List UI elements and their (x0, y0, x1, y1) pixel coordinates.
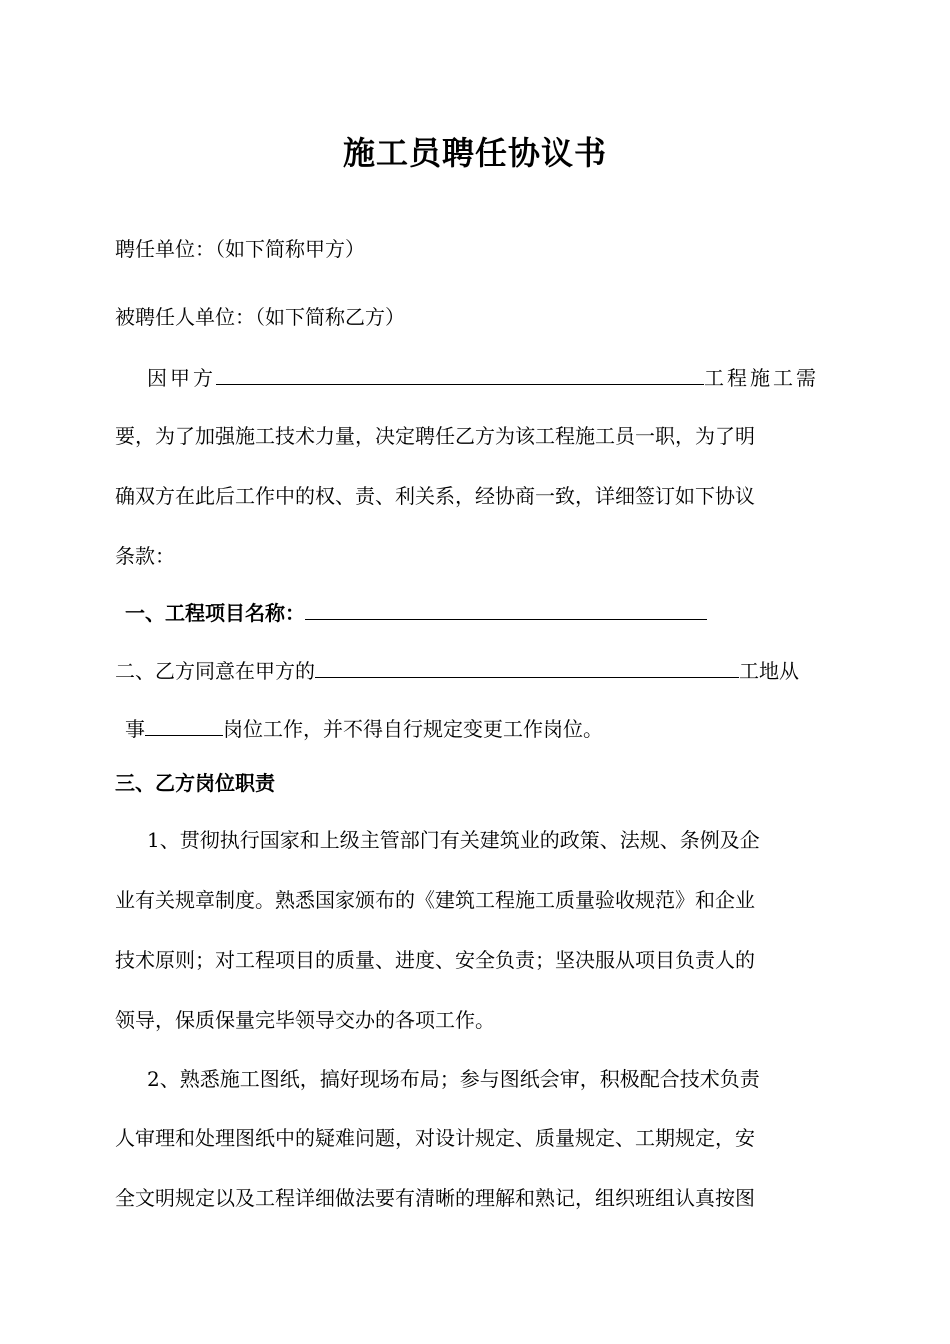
item1-line-2: 业有关规章制度。熟悉国家颁布的《建筑工程施工质量验收规范》和企业 (115, 888, 755, 912)
position-blank (145, 713, 223, 736)
section2-line-2 (125, 713, 603, 743)
intro-line-2: 要，为了加强施工技术力量，决定聘任乙方为该工程施工员一职，为了明 (115, 424, 755, 448)
intro-line-3: 确双方在此后工作中的权、责、利关系，经协商一致，详细签订如下协议 (115, 484, 755, 508)
project-blank (216, 362, 704, 385)
employee-line: 被聘任人单位：（如下简称乙方） (115, 305, 405, 329)
employer-line: 聘任单位：（如下简称甲方） (115, 237, 365, 261)
project-name-blank (305, 597, 707, 620)
intro-start: 因甲方 (147, 366, 216, 390)
section2-line2-start: 事 (125, 717, 145, 741)
section2-end: 工地从 (739, 659, 799, 683)
item2-line-1: 2、熟悉施工图纸，搞好现场布局；参与图纸会审，积极配合技术负责 (147, 1067, 760, 1091)
item1-line-4: 领导，保质保量完毕领导交办的各项工作。 (115, 1008, 495, 1032)
section2-line2-end: 岗位工作，并不得自行规定变更工作岗位。 (223, 717, 603, 741)
intro-end: 工程施工需 (704, 366, 819, 390)
section2-line-1 (115, 655, 799, 685)
item1-line-3: 技术原则；对工程项目的质量、进度、安全负责；坚决服从项目负责人的 (115, 948, 755, 972)
site-blank (315, 655, 739, 678)
intro-line-1 (147, 362, 819, 392)
document-title: 施工员聘任协议书 (342, 134, 607, 172)
section1-label: 一、工程项目名称： (125, 601, 305, 625)
item2-line-3: 全文明规定以及工程详细做法要有清晰的理解和熟记，组织班组认真按图 (115, 1186, 755, 1210)
section1-line (125, 597, 707, 627)
intro-line-4: 条款： (115, 544, 175, 568)
item2-line-2: 人审理和处理图纸中的疑难问题，对设计规定、质量规定、工期规定，安 (115, 1126, 755, 1150)
section2-start: 二、乙方同意在甲方的 (115, 659, 315, 683)
item1-line-1: 1、贯彻执行国家和上级主管部门有关建筑业的政策、法规、条例及企 (147, 828, 760, 852)
section3-heading: 三、乙方岗位职责 (115, 771, 275, 795)
